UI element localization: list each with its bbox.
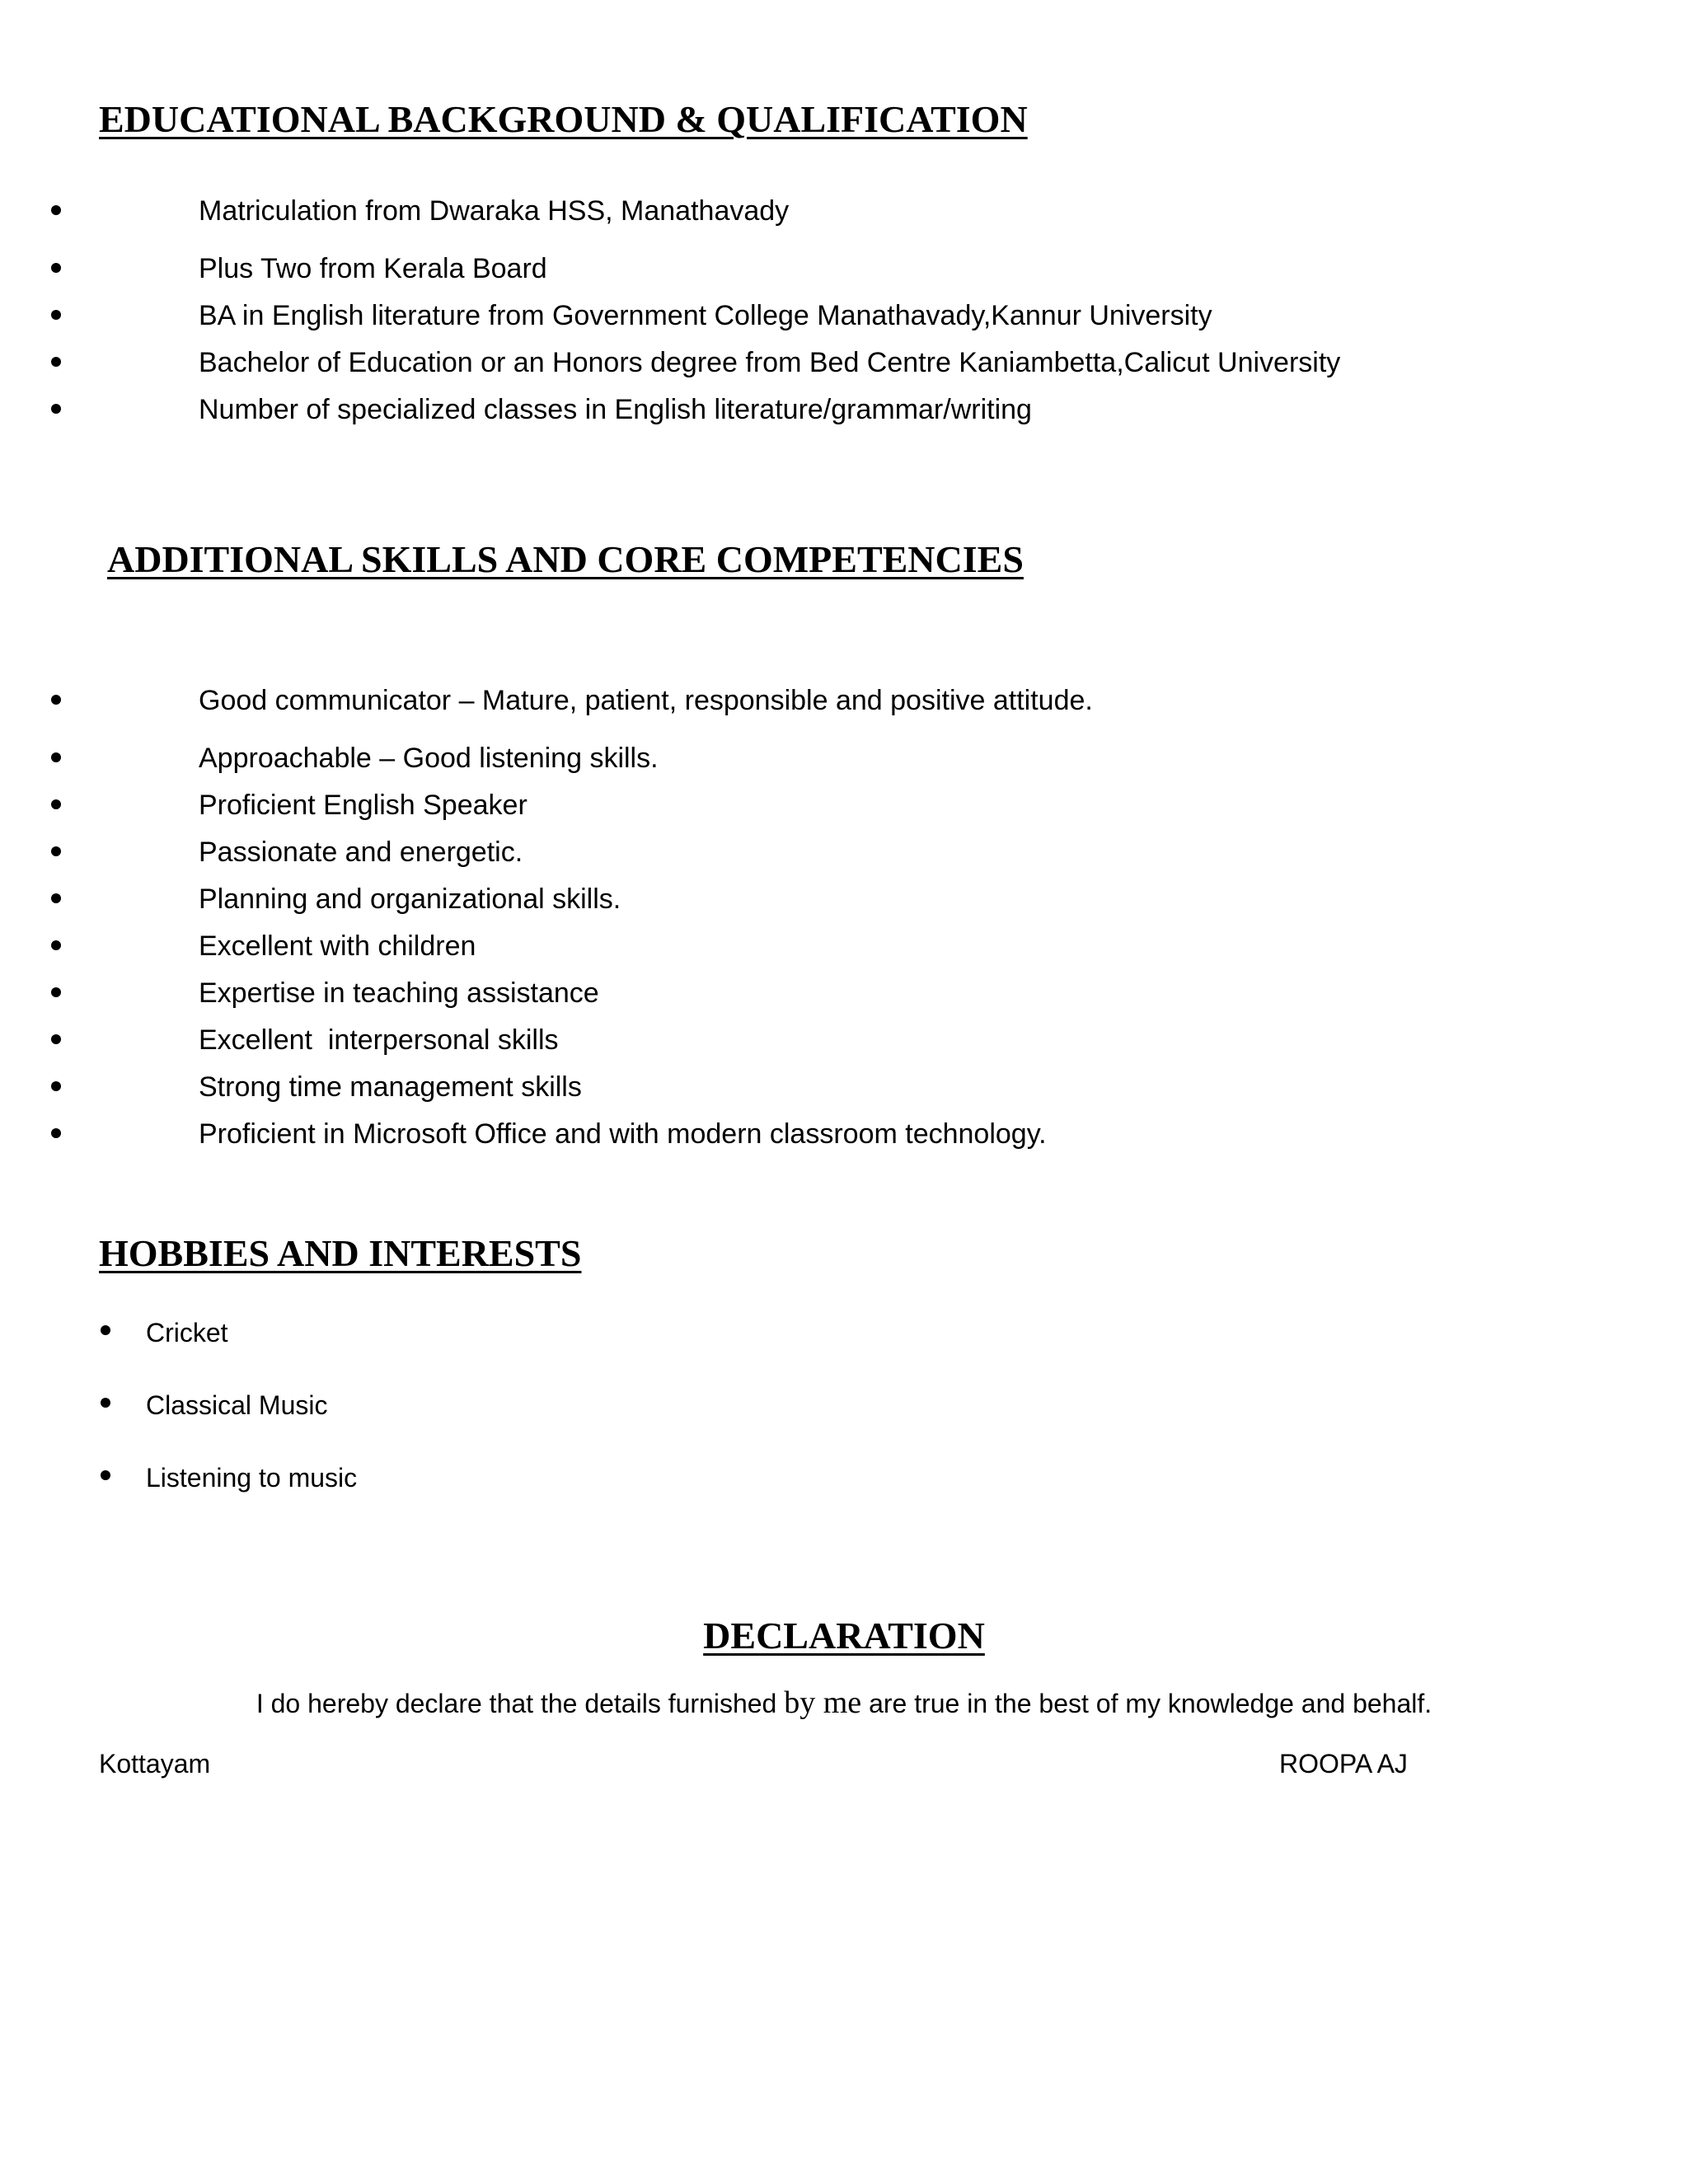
skill-item-text: Excellent with children — [199, 930, 476, 962]
bullet-icon — [51, 1034, 61, 1044]
bullet-icon — [101, 1325, 110, 1335]
skills-heading: ADDITIONAL SKILLS AND CORE COMPETENCIES — [107, 538, 1024, 580]
education-item — [0, 194, 1688, 236]
skill-item — [0, 930, 1688, 971]
skill-item — [0, 684, 1688, 725]
bullet-icon — [51, 940, 61, 950]
bullet-icon — [51, 695, 61, 705]
education-item — [0, 299, 1688, 340]
declaration-text-start: I do hereby declare that the details furnished — [256, 1689, 785, 1718]
bullet-icon — [51, 799, 61, 809]
hobby-item-text: Listening to music — [146, 1463, 358, 1493]
education-item-text: Plus Two from Kerala Board — [199, 253, 547, 284]
education-item-text: BA in English literature from Government College Manathavady,Kannur University — [199, 300, 1212, 331]
bullet-icon — [51, 752, 61, 762]
bullet-icon — [51, 1081, 61, 1091]
bullet-icon — [51, 310, 61, 320]
skill-item — [0, 836, 1688, 877]
bullet-icon — [51, 205, 61, 215]
hobbies-heading: HOBBIES AND INTERESTS — [99, 1232, 582, 1274]
skill-item-text: Passionate and energetic. — [199, 837, 523, 868]
skill-item-text: Proficient in Microsoft Office and with modern classroom technology. — [199, 1118, 1047, 1150]
education-item-text: Bachelor of Education or an Honors degree from Bed Centre Kaniambetta,Calicut University — [199, 347, 1341, 378]
skill-item-text: Planning and organizational skills. — [199, 883, 621, 915]
skill-item-text: Good communicator – Mature, patient, responsible and positive attitude. — [199, 685, 1093, 716]
bullet-icon — [51, 1128, 61, 1138]
hobby-item — [0, 1461, 1688, 1502]
bullet-icon — [51, 846, 61, 856]
education-item-text: Number of specialized classes in English literature/grammar/writing — [199, 394, 1032, 425]
skill-item — [0, 742, 1688, 783]
skill-item-text: Strong time management skills — [199, 1071, 582, 1103]
skill-item-text: Excellent interpersonal skills — [199, 1024, 559, 1056]
bullet-icon — [51, 987, 61, 997]
education-heading: EDUCATIONAL BACKGROUND & QUALIFICATION — [99, 98, 1028, 140]
skill-item — [0, 977, 1688, 1018]
declaration-place: Kottayam — [99, 1749, 211, 1779]
hobby-item — [0, 1316, 1688, 1357]
skill-item — [0, 789, 1688, 830]
bullet-icon — [101, 1470, 110, 1480]
declaration-name: ROOPA AJ — [1279, 1749, 1408, 1779]
education-item — [0, 393, 1688, 434]
declaration-text — [0, 1683, 1688, 1723]
hobby-item — [0, 1389, 1688, 1430]
bullet-icon — [51, 404, 61, 414]
hobby-item-text: Classical Music — [146, 1390, 328, 1420]
skill-item — [0, 1071, 1688, 1112]
skill-item — [0, 1118, 1688, 1159]
education-item — [0, 346, 1688, 387]
skill-item-text: Approachable – Good listening skills. — [199, 743, 659, 774]
declaration-text-end: are true in the best of my knowledge and behalf. — [861, 1689, 1432, 1718]
bullet-icon — [101, 1398, 110, 1408]
bullet-icon — [51, 357, 61, 367]
declaration-heading: DECLARATION — [703, 1615, 985, 1657]
skill-item — [0, 1024, 1688, 1065]
skill-item-text: Proficient English Speaker — [199, 790, 528, 821]
skill-item-text: Expertise in teaching assistance — [199, 977, 599, 1009]
education-item — [0, 252, 1688, 293]
bullet-icon — [51, 263, 61, 273]
skill-item — [0, 883, 1688, 924]
bullet-icon — [51, 893, 61, 903]
hobby-item-text: Cricket — [146, 1318, 228, 1347]
education-item-text: Matriculation from Dwaraka HSS, Manathavady — [199, 195, 790, 227]
declaration-text-serif: by me — [784, 1685, 862, 1720]
